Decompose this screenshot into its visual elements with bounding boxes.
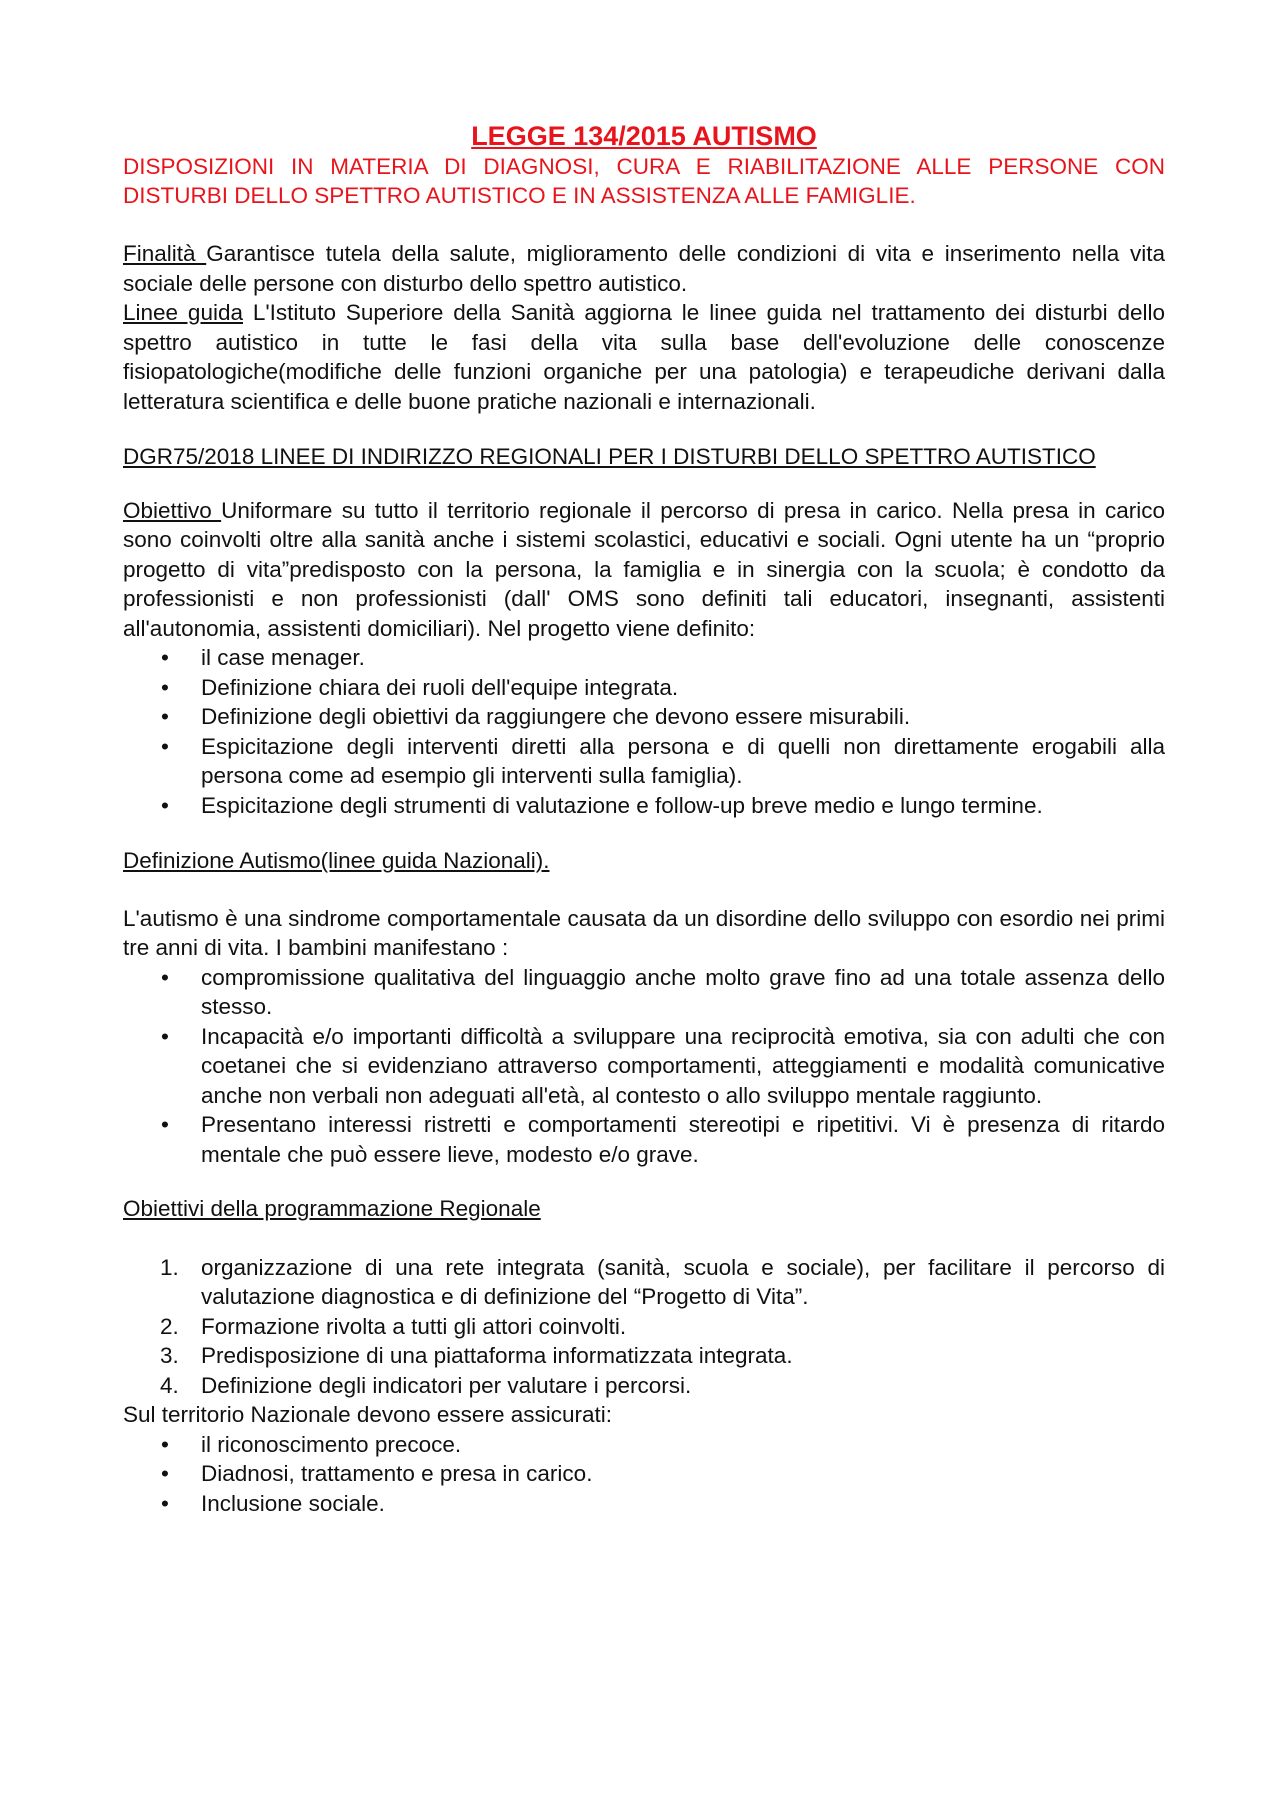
document-page xyxy=(123,120,1165,1518)
linee-guida-paragraph xyxy=(123,298,1165,416)
list-item: • Espicitazione degli strumenti di valutazione e follow-up breve medio e lungo termine. xyxy=(123,791,1165,821)
bullet-icon: • xyxy=(161,1112,169,1137)
list-number: 3. xyxy=(160,1343,179,1368)
progetto-list xyxy=(123,643,1165,820)
list-item: • Espicitazione degli interventi diretti alla persona e di quelli non direttamente erogabili alla persona come ad esempio gli interventi sulla famiglia). xyxy=(161,733,1165,788)
bullet-icon: • xyxy=(161,964,169,990)
definizione-text: L'autismo è una sindrome comportamentale causata da un disordine dello sviluppo con esordio nei primi tre anni di vita. I bambini manifestano : xyxy=(123,905,1165,960)
document-title: LEGGE 134/2015 AUTISMO xyxy=(471,121,817,151)
obiettivo-text: Uniformare su tutto il territorio regionale il percorso di presa in carico. Nella presa in carico sono coinvolti oltre alla sanità anche i sistemi scolastici, educativi e sociali. Ogni utente ha un “proprio progetto di vita”predisposto con la persona, la famiglia e in sinergia con la scuola; è condotto da professionisti e non professionisti (dall' OMS sono definiti tali educatori, insegnanti, assistenti all'autonomia, assistenti domiciliari). Nel progetto viene definito: xyxy=(123,497,1165,641)
bullet-icon: • xyxy=(161,1023,169,1049)
list-item: • il case menager. xyxy=(123,643,1165,673)
list-item: • il riconoscimento precoce. xyxy=(123,1430,1165,1460)
document-subtitle: DISPOSIZIONI IN MATERIA DI DIAGNOSI, CURA E RIABILITAZIONE ALLE PERSONE CON DISTURBI DELLO SPETTRO AUTISTICO E IN ASSISTENZA ALLE FAMIGLIE. xyxy=(123,154,1165,208)
programmazione-list xyxy=(123,1253,1165,1401)
nazionale-intro: Sul territorio Nazionale devono essere assicurati: xyxy=(123,1402,612,1427)
finalita-label: Finalità xyxy=(123,241,207,266)
definizione-heading: Definizione Autismo(linee guida Nazionali). xyxy=(123,848,550,873)
finalita-text: Garantisce tutela della salute, miglioramento delle condizioni di vita e inserimento nella vita sociale delle persone con disturbo dello spettro autistico. xyxy=(123,241,1165,296)
programmazione-heading: Obiettivi della programmazione Regionale xyxy=(123,1196,541,1221)
list-item: • Definizione chiara dei ruoli dell'equipe integrata. xyxy=(123,673,1165,703)
list-item: • Diadnosi, trattamento e presa in carico. xyxy=(123,1459,1165,1489)
dgr-heading: DGR75/2018 LINEE DI INDIRIZZO REGIONALI PER I DISTURBI DELLO SPETTRO AUTISTICO xyxy=(123,444,1096,469)
bullet-icon: • xyxy=(161,704,169,729)
list-number: 1. xyxy=(160,1254,179,1280)
bullet-icon: • xyxy=(161,1431,169,1457)
linee-guida-label: Linee guida xyxy=(123,300,243,325)
obiettivo-paragraph xyxy=(123,496,1165,644)
list-item: 2. Formazione rivolta a tutti gli attori coinvolti. xyxy=(123,1312,1165,1342)
list-item: • Inclusione sociale. xyxy=(123,1489,1165,1519)
list-number: 2. xyxy=(160,1313,179,1339)
list-item: • Definizione degli obiettivi da raggiungere che devono essere misurabili. xyxy=(123,702,1165,732)
list-item: 3. Predisposizione di una piattaforma informatizzata integrata. xyxy=(123,1341,1165,1371)
list-number: 4. xyxy=(160,1372,179,1398)
sintomi-list xyxy=(123,963,1165,1170)
nazionale-list xyxy=(123,1430,1165,1519)
obiettivo-label: Obiettivo xyxy=(123,497,222,523)
list-item: • Presentano interessi ristretti e comportamenti stereotipi e ripetitivi. Vi è presenza di ritardo mentale che può essere lieve, modesto e/o grave. xyxy=(161,1112,1165,1167)
list-item: 4. Definizione degli indicatori per valutare i percorsi. xyxy=(123,1371,1165,1401)
list-item: 1. organizzazione di una rete integrata (sanità, scuola e sociale), per facilitare il percorso di valutazione diagnostica e di definizione del “Progetto di Vita”. xyxy=(160,1254,1165,1309)
bullet-icon: • xyxy=(161,1490,169,1516)
linee-guida-text: L'Istituto Superiore della Sanità aggiorna le linee guida nel trattamento dei disturbi dello spettro autistico in tutte le fasi della vita sulla base dell'evoluzione delle conoscenze fisiopatologiche(modifiche delle funzioni organiche per una patologia) e terapeudiche derivani dalla letteratura scientifica e delle buone pratiche nazionali e internazionali. xyxy=(123,300,1165,414)
list-item: • compromissione qualitativa del linguaggio anche molto grave fino ad una totale assenza dello stesso. xyxy=(161,964,1165,1019)
bullet-icon: • xyxy=(161,674,169,700)
list-item: • Incapacità e/o importanti difficoltà a sviluppare una reciprocità emotiva, sia con adulti che con coetanei che si evidenziano attraverso comportamenti, atteggiamenti e modalità comunicative anche non verbali non adeguati all'età, al contesto o allo sviluppo mentale raggiunto. xyxy=(161,1023,1165,1108)
bullet-icon: • xyxy=(161,1461,169,1486)
bullet-icon: • xyxy=(161,792,169,818)
bullet-icon: • xyxy=(161,645,169,670)
finalita-paragraph xyxy=(123,239,1165,298)
bullet-icon: • xyxy=(161,733,169,759)
